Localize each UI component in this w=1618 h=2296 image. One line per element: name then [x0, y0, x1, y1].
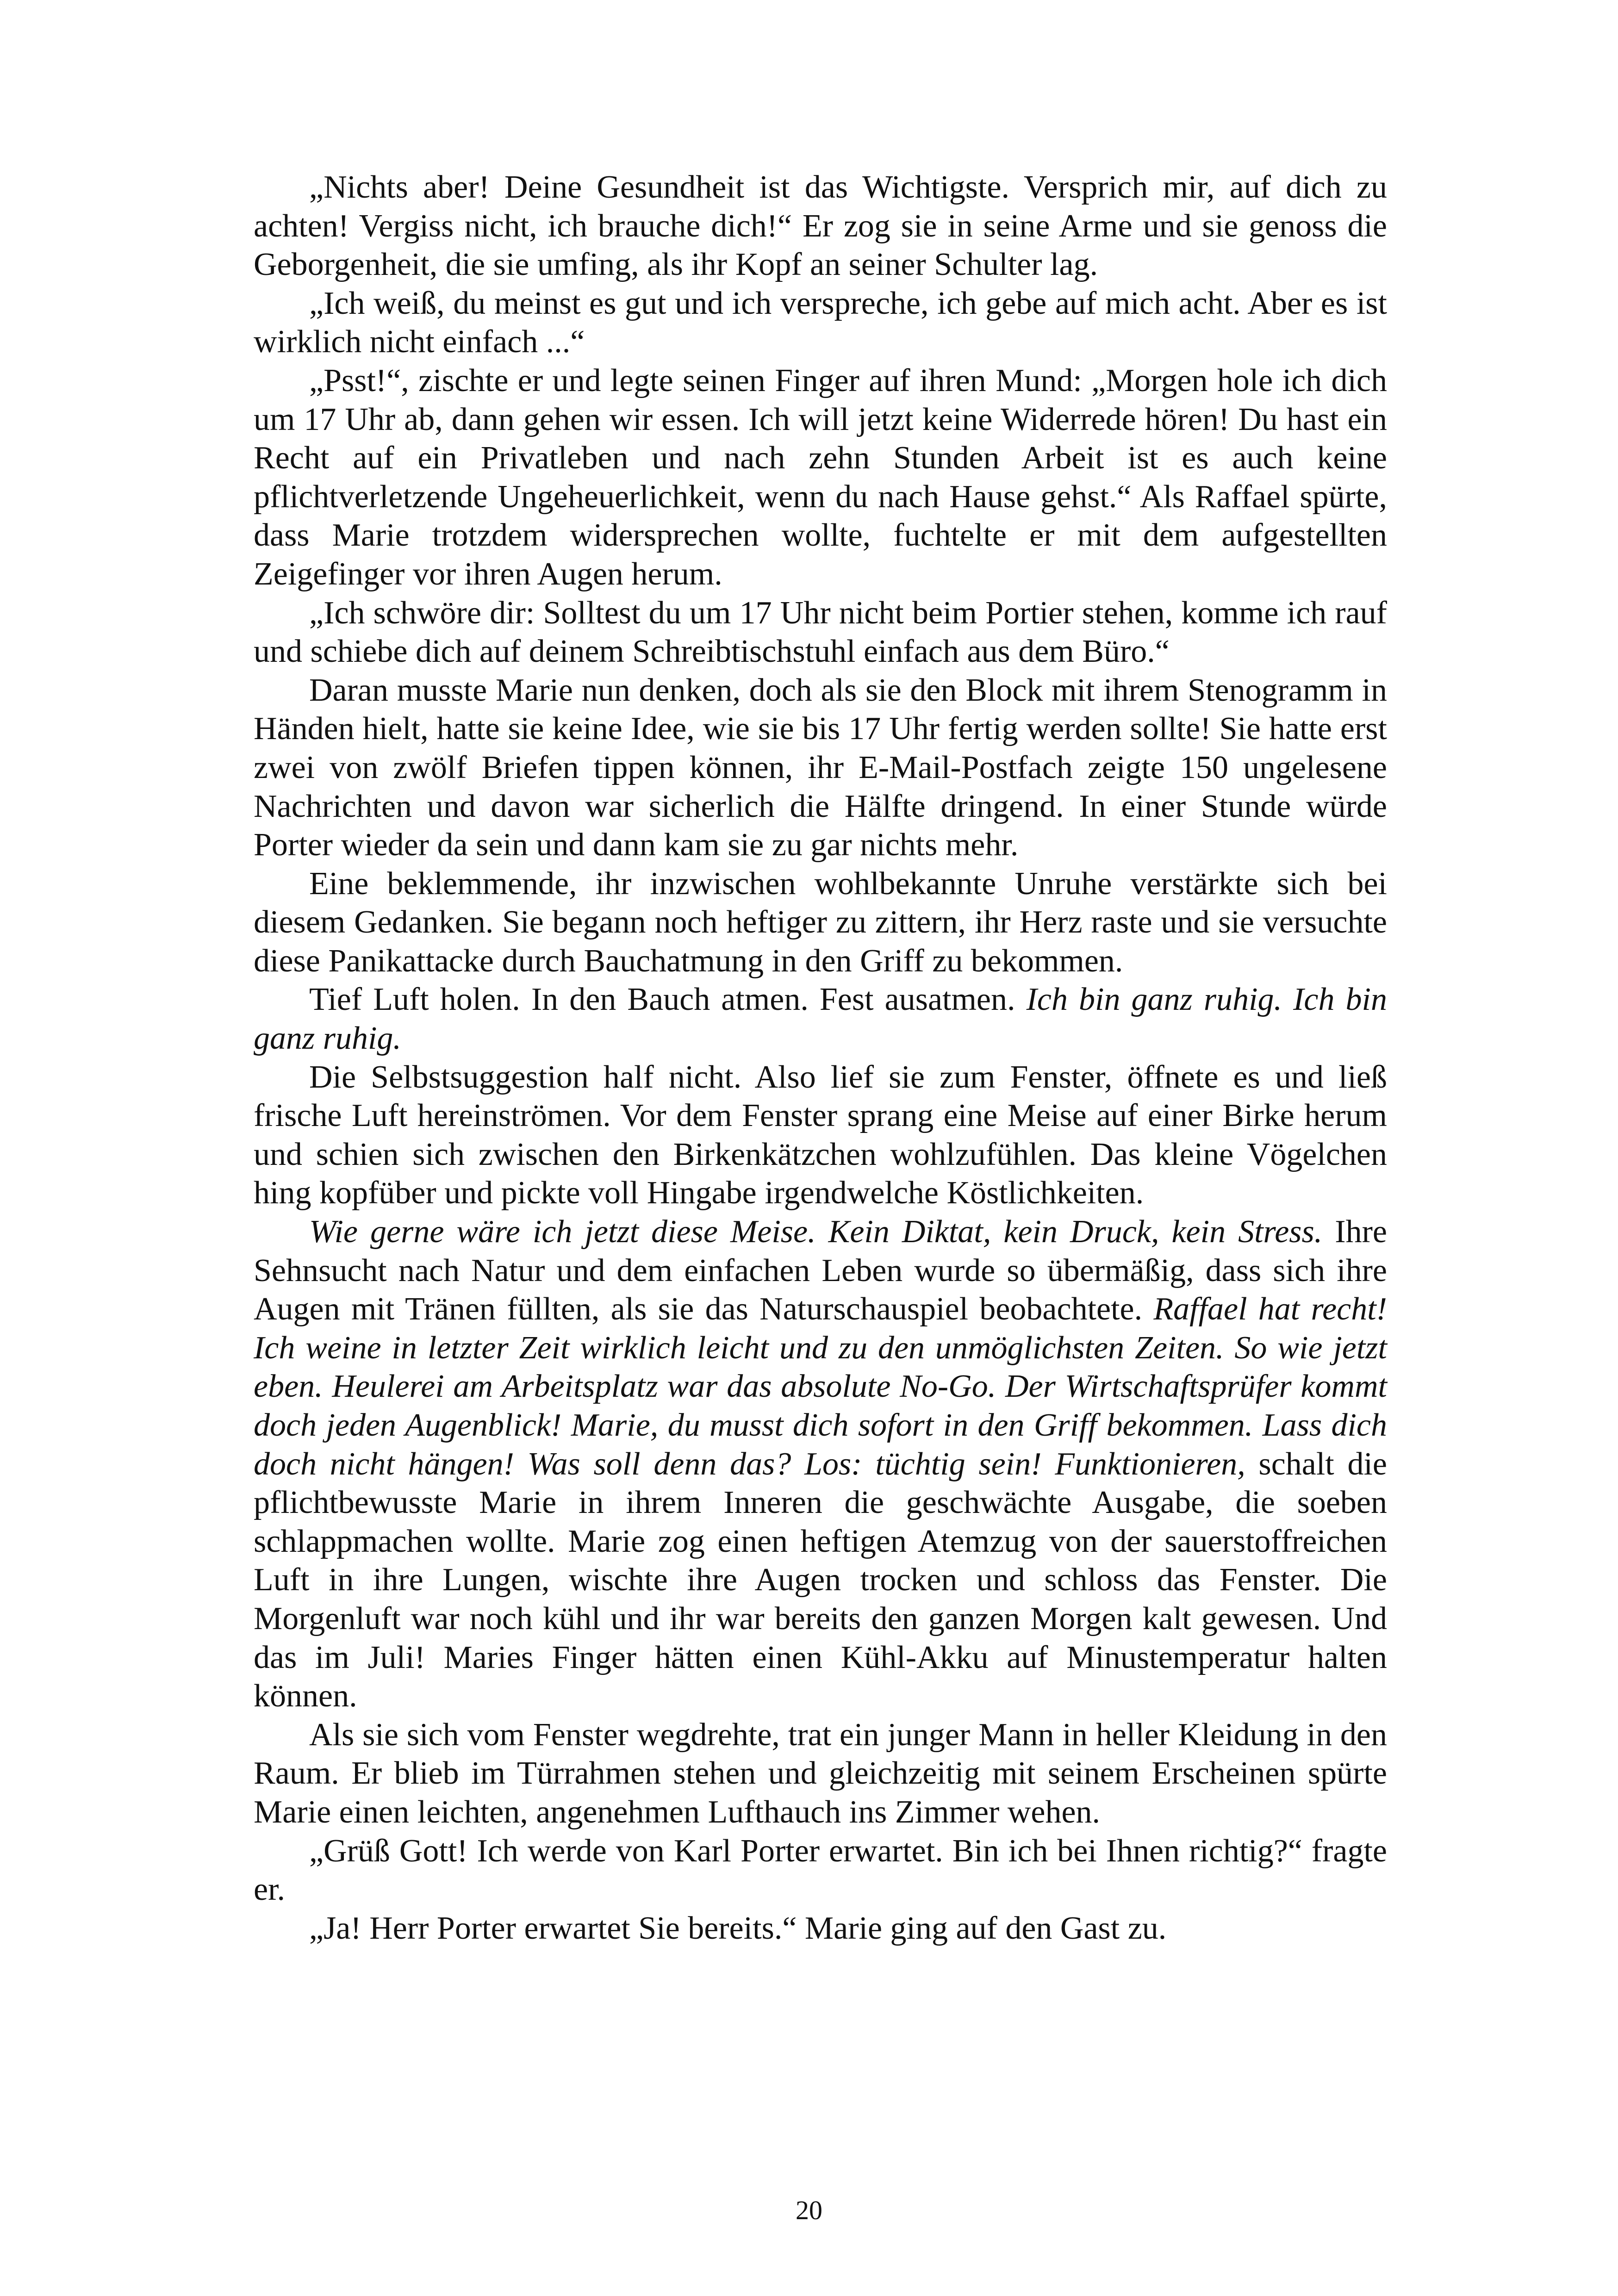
text-run: „Ich weiß, du meinst es gut und ich verspreche, ich gebe auf mich acht. Aber es ist wirklich nicht einfach ...“ [254, 285, 1387, 360]
paragraph [254, 1909, 1387, 1948]
page-body [254, 168, 1387, 1948]
paragraph [254, 1716, 1387, 1832]
paragraph [254, 1213, 1387, 1716]
paragraph [254, 865, 1387, 981]
italic-text: Raffael hat recht! Ich weine in letzter Zeit wirklich leicht und zu den unmöglichsten Zeiten. So wie jetzt eben. Heulerei am Arbeitsplatz war das absolute No-Go. Der Wirtschaftsprüfer kommt doch jeden Augenblick! Marie, du musst dich sofort in den Griff bekommen. Lass dich doch nicht hängen! Was soll denn das? Los: tüchtig sein! Funktionieren, [254, 1291, 1387, 1482]
text-run: „Psst!“, zischte er und legte seinen Finger auf ihren Mund: „Morgen hole ich dich um 17 Uhr ab, dann gehen wir essen. Ich will jetzt keine Widerrede hören! Du hast ein Recht auf ein Privatleben und nach zehn Stunden Arbeit ist es auch keine pflichtverletzende Ungeheuerlichkeit, wenn du nach Hause gehst.“ Als Raffael spürte, dass Marie trotzdem widersprechen wollte, fuchtelte er mit dem aufgestellten Zeigefinger vor ihren Augen herum. [254, 362, 1387, 592]
text-run: Die Selbstsuggestion half nicht. Also lief sie zum Fenster, öffnete es und ließ frische Luft hereinströmen. Vor dem Fenster sprang eine Meise auf einer Birke herum und schien sich zwischen den Birkenkätzchen wohlzufühlen. Das kleine Vögelchen hing kopfüber und pickte voll Hingabe irgendwelche Köstlichkeiten. [254, 1059, 1387, 1211]
text-run: Ihre Sehnsucht nach Natur und dem einfachen Leben wurde so übermäßig, dass sich ihre Augen mit Tränen füllten, als sie das Naturschauspiel beobachtete. [254, 1214, 1387, 1327]
text-run: Daran musste Marie nun denken, doch als sie den Block mit ihrem Stenogramm in Händen hielt, hatte sie keine Idee, wie sie bis 17 Uhr fertig werden sollte! Sie hatte erst zwei von zwölf Briefen tippen können, ihr E-Mail-Postfach zeigte 150 ungelesene Nachrichten und davon war sicherlich die Hälfte dringend. In einer Stunde würde Porter wieder da sein und dann kam sie zu gar nichts mehr. [254, 672, 1387, 863]
paragraph [254, 1832, 1387, 1909]
text-run: „Grüß Gott! Ich werde von Karl Porter erwartet. Bin ich bei Ihnen richtig?“ fragte er. [254, 1833, 1387, 1908]
paragraph [254, 980, 1387, 1058]
text-run: „Nichts aber! Deine Gesundheit ist das Wichtigste. Versprich mir, auf dich zu achten! Vergiss nicht, ich brauche dich!“ Er zog sie in seine Arme und sie genoss die Geborgenheit, die sie umfing, als ihr Kopf an seiner Schulter lag. [254, 169, 1387, 283]
text-run: „Ja! Herr Porter erwartet Sie bereits.“ Marie ging auf den Gast zu. [309, 1910, 1167, 1946]
text-run: Tief Luft holen. In den Bauch atmen. Fest ausatmen. [309, 982, 1027, 1018]
text-run: Eine beklemmende, ihr inzwischen wohlbekannte Unruhe verstärkte sich bei diesem Gedanken. Sie begann noch heftiger zu zittern, ihr Herz raste und sie versuchte diese Panikattacke durch Bauchatmung in den Griff zu bekommen. [254, 865, 1387, 979]
text-run: „Ich schwöre dir: Solltest du um 17 Uhr nicht beim Portier stehen, komme ich rauf und schiebe dich auf deinem Schreibtischstuhl einfach aus dem Büro.“ [254, 595, 1387, 670]
page-number: 20 [796, 2195, 822, 2225]
paragraph [254, 1058, 1387, 1213]
text-run: schalt die pflichtbewusste Marie in ihrem Inneren die geschwächte Ausgabe, die soeben schlappmachen wollte. Marie zog einen heftigen Atemzug von der sauerstoffreichen Luft in ihre Lungen, wischte ihre Augen trocken und schloss das Fenster. Die Morgenluft war noch kühl und ihr war bereits den ganzen Morgen kalt gewesen. Und das im Juli! Maries Finger hätten einen Kühl-Akku auf Minustemperatur halten können. [254, 1446, 1387, 1714]
paragraph [254, 594, 1387, 671]
paragraph [254, 284, 1387, 361]
paragraph [254, 168, 1387, 284]
text-run: Als sie sich vom Fenster wegdrehte, trat ein junger Mann in heller Kleidung in den Raum. Er blieb im Türrahmen stehen und gleichzeitig mit seinem Erscheinen spürte Marie einen leichten, angenehmen Lufthauch ins Zimmer wehen. [254, 1717, 1387, 1830]
paragraph [254, 361, 1387, 594]
italic-text: Ich bin ganz ruhig. Ich bin ganz ruhig. [254, 982, 1387, 1057]
paragraph [254, 671, 1387, 865]
italic-text: Wie gerne wäre ich jetzt diese Meise. Kein Diktat, kein Druck, kein Stress. [309, 1214, 1323, 1250]
